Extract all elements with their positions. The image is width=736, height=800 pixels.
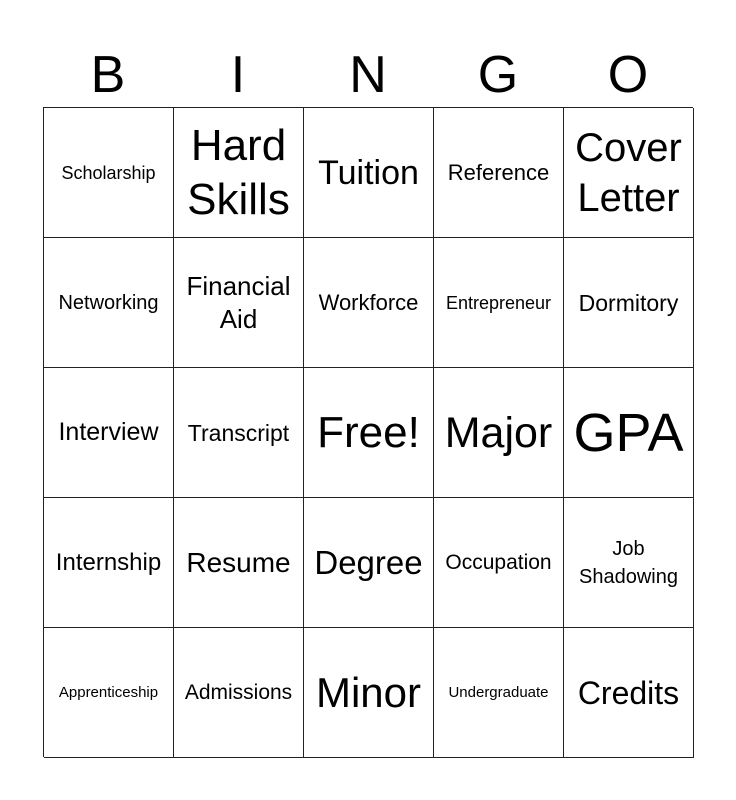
cell-text: Hard Skills: [187, 120, 290, 224]
header-letter-o: O: [607, 46, 649, 104]
bingo-cell[interactable]: [564, 238, 694, 368]
cell-text: Interview: [58, 418, 159, 446]
bingo-cell[interactable]: [434, 498, 564, 628]
bingo-cell[interactable]: [564, 498, 694, 628]
header-letter-g: G: [477, 46, 519, 104]
bingo-cell[interactable]: [304, 628, 434, 758]
cell-text: Transcript: [187, 419, 290, 446]
bingo-cell[interactable]: [434, 238, 564, 368]
bingo-cell[interactable]: [304, 238, 434, 368]
bingo-cell[interactable]: [564, 368, 694, 498]
cell-text: Major: [444, 408, 553, 457]
bingo-cell[interactable]: [434, 628, 564, 758]
cell-text: Tuition: [318, 153, 419, 192]
bingo-cell[interactable]: [174, 368, 304, 498]
header-letter-n: N: [349, 46, 387, 104]
bingo-header: [43, 42, 693, 108]
cell-text: Credits: [577, 674, 680, 711]
cell-text: Resume: [186, 547, 291, 578]
bingo-cell[interactable]: [564, 108, 694, 238]
bingo-cell[interactable]: [304, 498, 434, 628]
cell-text: Undergraduate: [448, 684, 549, 701]
cell-text: Occupation: [445, 550, 552, 574]
bingo-cell[interactable]: [434, 108, 564, 238]
bingo-card: [43, 107, 693, 757]
bingo-cell[interactable]: [44, 368, 174, 498]
cell-text: Scholarship: [61, 162, 156, 183]
cell-text: Free!: [317, 407, 420, 457]
bingo-cell[interactable]: [434, 368, 564, 498]
cell-text: GPA: [573, 402, 684, 463]
bingo-cell[interactable]: [44, 628, 174, 758]
cell-text: Dormitory: [578, 289, 679, 316]
cell-text: Workforce: [318, 289, 419, 315]
cell-text: Apprenticeship: [58, 684, 159, 701]
bingo-cell[interactable]: [44, 238, 174, 368]
bingo-cell[interactable]: [304, 368, 434, 498]
cell-text: Job Shadowing: [579, 537, 678, 588]
cell-text: Admissions: [184, 680, 293, 704]
cell-text: Networking: [58, 291, 159, 314]
cell-text: Internship: [55, 549, 162, 576]
cell-text: Entrepreneur: [445, 292, 552, 313]
cell-text: Reference: [447, 159, 550, 185]
cell-text: Minor: [315, 668, 422, 716]
bingo-cell[interactable]: [44, 108, 174, 238]
bingo-cell[interactable]: [304, 108, 434, 238]
cell-text: Financial Aid: [186, 270, 291, 334]
bingo-cell[interactable]: [564, 628, 694, 758]
bingo-cell[interactable]: [174, 498, 304, 628]
cell-text: Cover Letter: [575, 125, 682, 220]
bingo-cell[interactable]: [174, 628, 304, 758]
cell-text: Degree: [314, 543, 423, 581]
bingo-cell[interactable]: [174, 238, 304, 368]
header-letter-b: B: [90, 46, 126, 104]
header-letter-i: I: [230, 46, 246, 104]
bingo-cell[interactable]: [44, 498, 174, 628]
bingo-cell[interactable]: [174, 108, 304, 238]
